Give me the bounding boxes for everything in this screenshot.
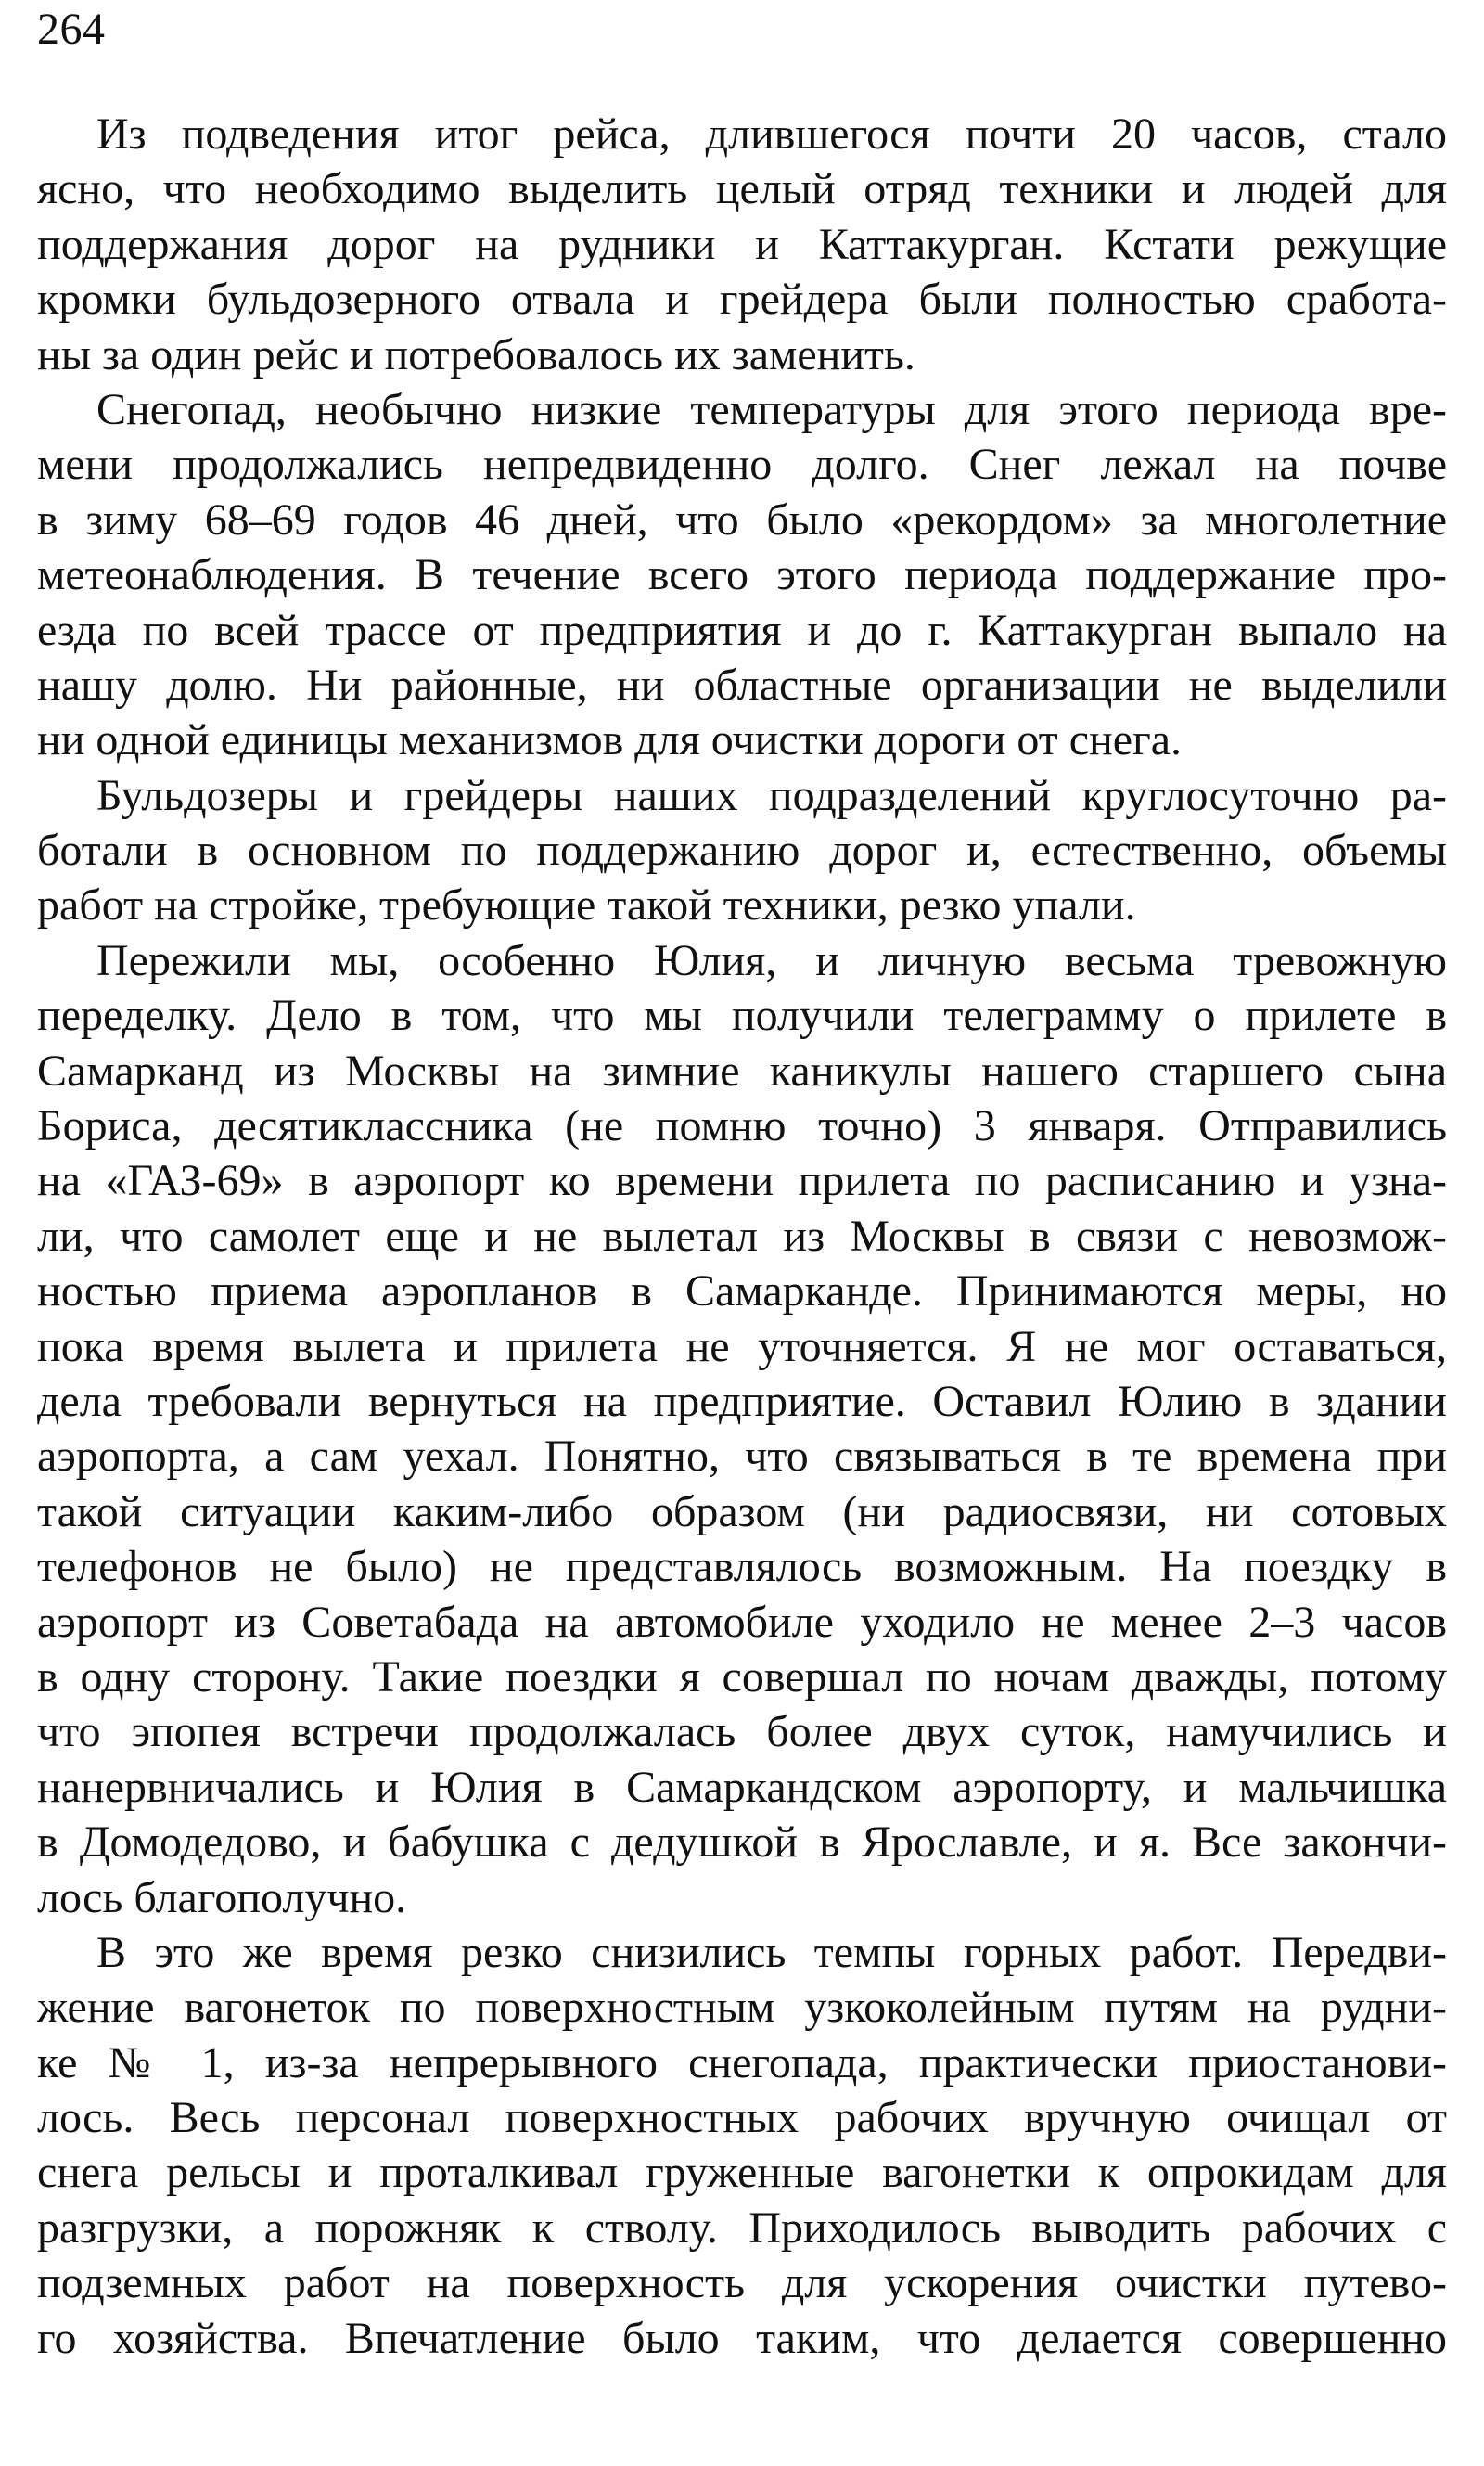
text-line: Из подведения итог рейса, длившегося почти 20 часов, стало	[96, 109, 1447, 159]
text-line: дела требовали вернуться на предприятие. Оставил Юлию в здании	[37, 1376, 1447, 1426]
text-line: снега рельсы и проталкивал груженные вагонетки к опрокидам для	[37, 2148, 1447, 2198]
text-line: что эпопея встречи продолжалась более двух суток, намучились и	[37, 1707, 1447, 1757]
text-line: В это же время резко снизились темпы горных работ. Передви-	[96, 1927, 1447, 1977]
text-line: ли, что самолет еще и не вылетал из Москвы в связи с невозмож-	[37, 1211, 1447, 1261]
text-line: подземных работ на поверхность для ускорения очистки путево-	[37, 2258, 1447, 2308]
text-line: разгрузки, а порожняк к стволу. Приходилось выводить рабочих с	[37, 2203, 1447, 2253]
text-line: Самарканд из Москвы на зимние каникулы нашего старшего сына	[37, 1046, 1447, 1096]
text-line: пока время вылета и прилета не уточняется. Я не мог оставаться,	[37, 1321, 1447, 1371]
text-line: поддержания дорог на рудники и Каттакурган. Кстати режущие	[37, 219, 1447, 269]
text-line: ностью приема аэропланов в Самарканде. Принимаются меры, но	[37, 1266, 1447, 1316]
text-line: такой ситуации каким-либо образом (ни радиосвязи, ни сотовых	[37, 1486, 1447, 1536]
text-line: го хозяйства. Впечатление было таким, что делается совершенно	[37, 2313, 1447, 2363]
text-line: аэропорта, а сам уехал. Понятно, что связываться в те времена при	[37, 1432, 1447, 1482]
text-line: на «ГАЗ-69» в аэропорт ко времени прилета по расписанию и узна-	[37, 1156, 1447, 1206]
text-line: ке № 1, из-за непрерывного снегопада, практически приостанови-	[37, 2037, 1447, 2087]
text-line: работ на стройке, требующие такой техники, резко упали.	[37, 880, 1136, 931]
text-line: Бориса, десятиклассника (не помню точно) 3 января. Отправились	[37, 1101, 1447, 1151]
text-line: жение вагонеток по поверхностным узкоколейным путям на рудни-	[37, 1983, 1447, 2033]
text-line: нашу долю. Ни районные, ни областные организации не выделили	[37, 660, 1447, 710]
text-line: Снегопад, необычно низкие температуры для этого периода вре-	[96, 384, 1447, 434]
text-line: в одну сторону. Такие поездки я совершал по ночам дважды, потому	[37, 1651, 1447, 1702]
text-line: телефонов не было) не представлялось возможным. На поездку в	[37, 1542, 1447, 1592]
text-line: переделку. Дело в том, что мы получили телеграмму о прилете в	[37, 991, 1447, 1041]
body-text	[37, 107, 1447, 2366]
paragraph	[37, 933, 1447, 1925]
text-line: ясно, что необходимо выделить целый отряд техники и людей для	[37, 164, 1447, 214]
paragraph	[37, 382, 1447, 768]
text-line: мени продолжались непредвиденно долго. Снег лежал на почве	[37, 440, 1447, 490]
text-line: метеонаблюдения. В течение всего этого периода поддержание про-	[37, 550, 1447, 600]
text-line: езда по всей трассе от предприятия и до г. Каттакурган выпало на	[37, 605, 1447, 655]
text-line: ботали в основном по поддержанию дорог и, естественно, объемы	[37, 826, 1447, 876]
text-line: Бульдозеры и грейдеры наших подразделений круглосуточно ра-	[96, 770, 1447, 820]
page-number: 264	[37, 5, 106, 54]
text-line: ни одной единицы механизмов для очистки дороги от снега.	[37, 715, 1183, 765]
paragraph	[37, 107, 1447, 382]
text-line: кромки бульдозерного отвала и грейдера были полностью сработа-	[37, 275, 1447, 325]
text-line: лось благополучно.	[37, 1872, 407, 1922]
text-line: нанервничались и Юлия в Самаркандском аэропорту, и мальчишка	[37, 1762, 1447, 1812]
text-line: в зиму 68–69 годов 46 дней, что было «рекордом» за многолетние	[37, 494, 1447, 545]
text-line: аэропорт из Советабада на автомобиле уходило не менее 2–3 часов	[37, 1597, 1447, 1647]
text-line: Пережили мы, особенно Юлия, и личную весьма тревожную	[96, 935, 1447, 985]
paragraph	[37, 768, 1447, 933]
text-line: лось. Весь персонал поверхностных рабочих вручную очищал от	[37, 2093, 1447, 2143]
paragraph	[37, 1925, 1447, 2366]
text-line: в Домодедово, и бабушка с дедушкой в Ярославле, и я. Все закончи-	[37, 1817, 1447, 1868]
text-line: ны за один рейс и потребовалось их заменить.	[37, 329, 915, 379]
